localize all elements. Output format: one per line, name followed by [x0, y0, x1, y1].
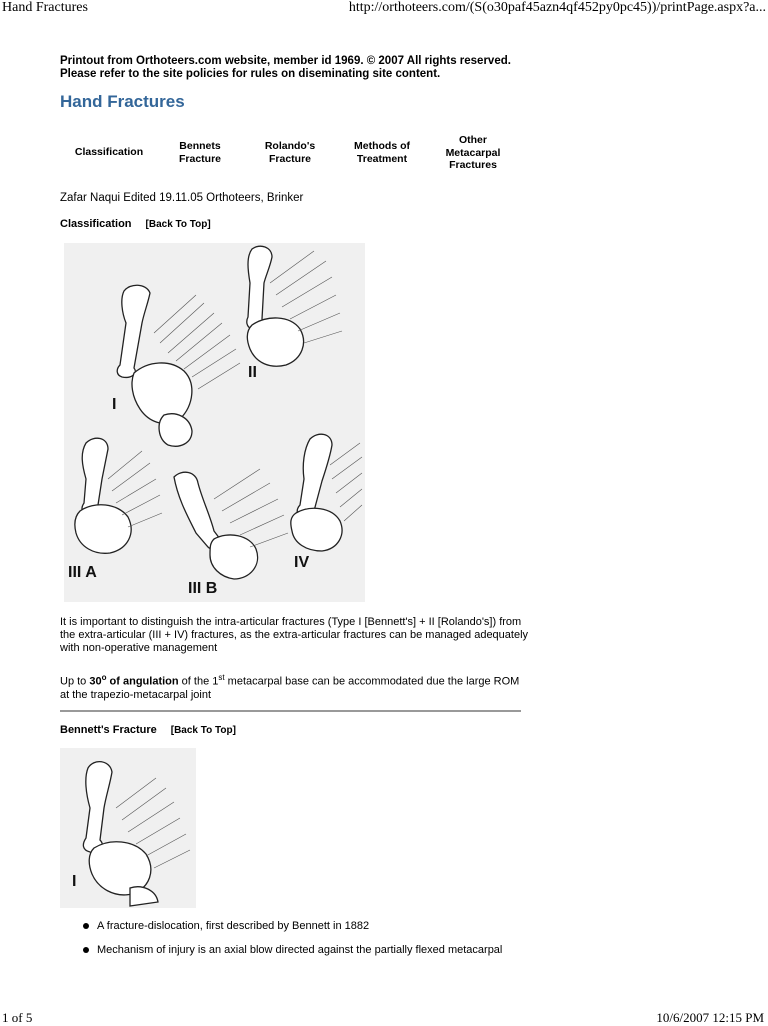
type-iiib-hand-drawing: [174, 469, 288, 579]
back-to-top-link-2[interactable]: [Back To Top]: [170, 725, 236, 736]
figure-label-ii: II: [248, 364, 257, 381]
classification-paragraph-1: It is important to distinguish the intra-articular fractures (Type I [Bennett's] + II [Rolando's]) from the extra-articular (III + IV) fractures, as the extra-articular fractures can be managed adequately with non-operative management: [60, 616, 529, 654]
bennett-figure-label: I: [72, 873, 77, 890]
print-date: 10/6/2007 12:15 PM: [656, 1010, 764, 1025]
figure-label-iiia: III A: [68, 564, 97, 581]
p2-post: metacarpal base can be accommodated due the large ROM at the trapezio-metacarpal joint: [60, 675, 520, 701]
bennett-heading-text: Bennett's Fracture: [60, 724, 157, 736]
bullet-text: Mechanism of injury is an axial blow directed against the partially flexed metacarpal: [97, 944, 503, 956]
p2-pre: Up to: [60, 675, 90, 688]
bullet-dot: [83, 947, 89, 953]
bullet-text: A fracture-dislocation, first described by Bennett in 1882: [97, 920, 370, 932]
p2-mid: of the 1: [178, 675, 219, 688]
back-to-top-link[interactable]: [Back To Top]: [145, 219, 211, 230]
p2-degree: o: [101, 673, 107, 682]
bennett-fracture-illustration: [60, 748, 196, 908]
p2-ordinal: st: [218, 673, 225, 682]
nav-link-other-metacarpal-fractures[interactable]: Other Metacarpal Fractures: [445, 134, 501, 171]
nav-link-bennets-fracture[interactable]: Bennets Fracture: [178, 140, 221, 165]
copyright-notice: Printout from Orthoteers.com website, member id 1969. © 2007 All rights reserved. Please refer to the site policies for rules on diseminating site content.: [60, 55, 511, 80]
browser-page-title: Hand Fractures: [2, 0, 88, 15]
browser-page-url: http://orthoteers.com/(S(o30paf45azn4qf452py0pc45))/printPage.aspx?a...: [348, 0, 766, 15]
type-ii-hand-drawing: [247, 246, 342, 366]
bennett-bullet-1: [83, 920, 369, 932]
type-iv-hand-drawing: [291, 434, 362, 551]
figure-label-iiib: III B: [188, 580, 218, 597]
figure-label-i: I: [112, 396, 117, 413]
fracture-types-illustration: [64, 243, 365, 602]
section-divider: [60, 710, 521, 712]
classification-heading-text: Classification: [60, 218, 132, 230]
bennett-figure: [60, 748, 196, 908]
nav-link-classification[interactable]: Classification: [74, 146, 144, 158]
bullet-dot: [83, 923, 89, 929]
nav-link-rolandos-fracture[interactable]: Rolando's Fracture: [264, 140, 316, 165]
bennett-heading: [60, 724, 236, 736]
bennett-bullet-2: [83, 944, 502, 956]
classification-figure: [64, 243, 365, 602]
type-iiia-hand-drawing: [75, 438, 162, 553]
classification-heading: [60, 218, 211, 230]
figure-label-iv: IV: [294, 554, 310, 571]
classification-paragraph-2: [60, 671, 530, 702]
editor-credit: Zafar Naqui Edited 19.11.05 Orthoteers, Brinker: [60, 192, 304, 204]
page-number: 1 of 5: [2, 1010, 33, 1025]
page-title: Hand Fractures: [60, 92, 185, 111]
type-i-hand-drawing: [117, 285, 240, 446]
p2-angle-value: 30: [89, 675, 102, 688]
nav-link-methods-of-treatment[interactable]: Methods of Treatment: [354, 140, 410, 165]
p2-angulation: of angulation: [106, 675, 179, 688]
